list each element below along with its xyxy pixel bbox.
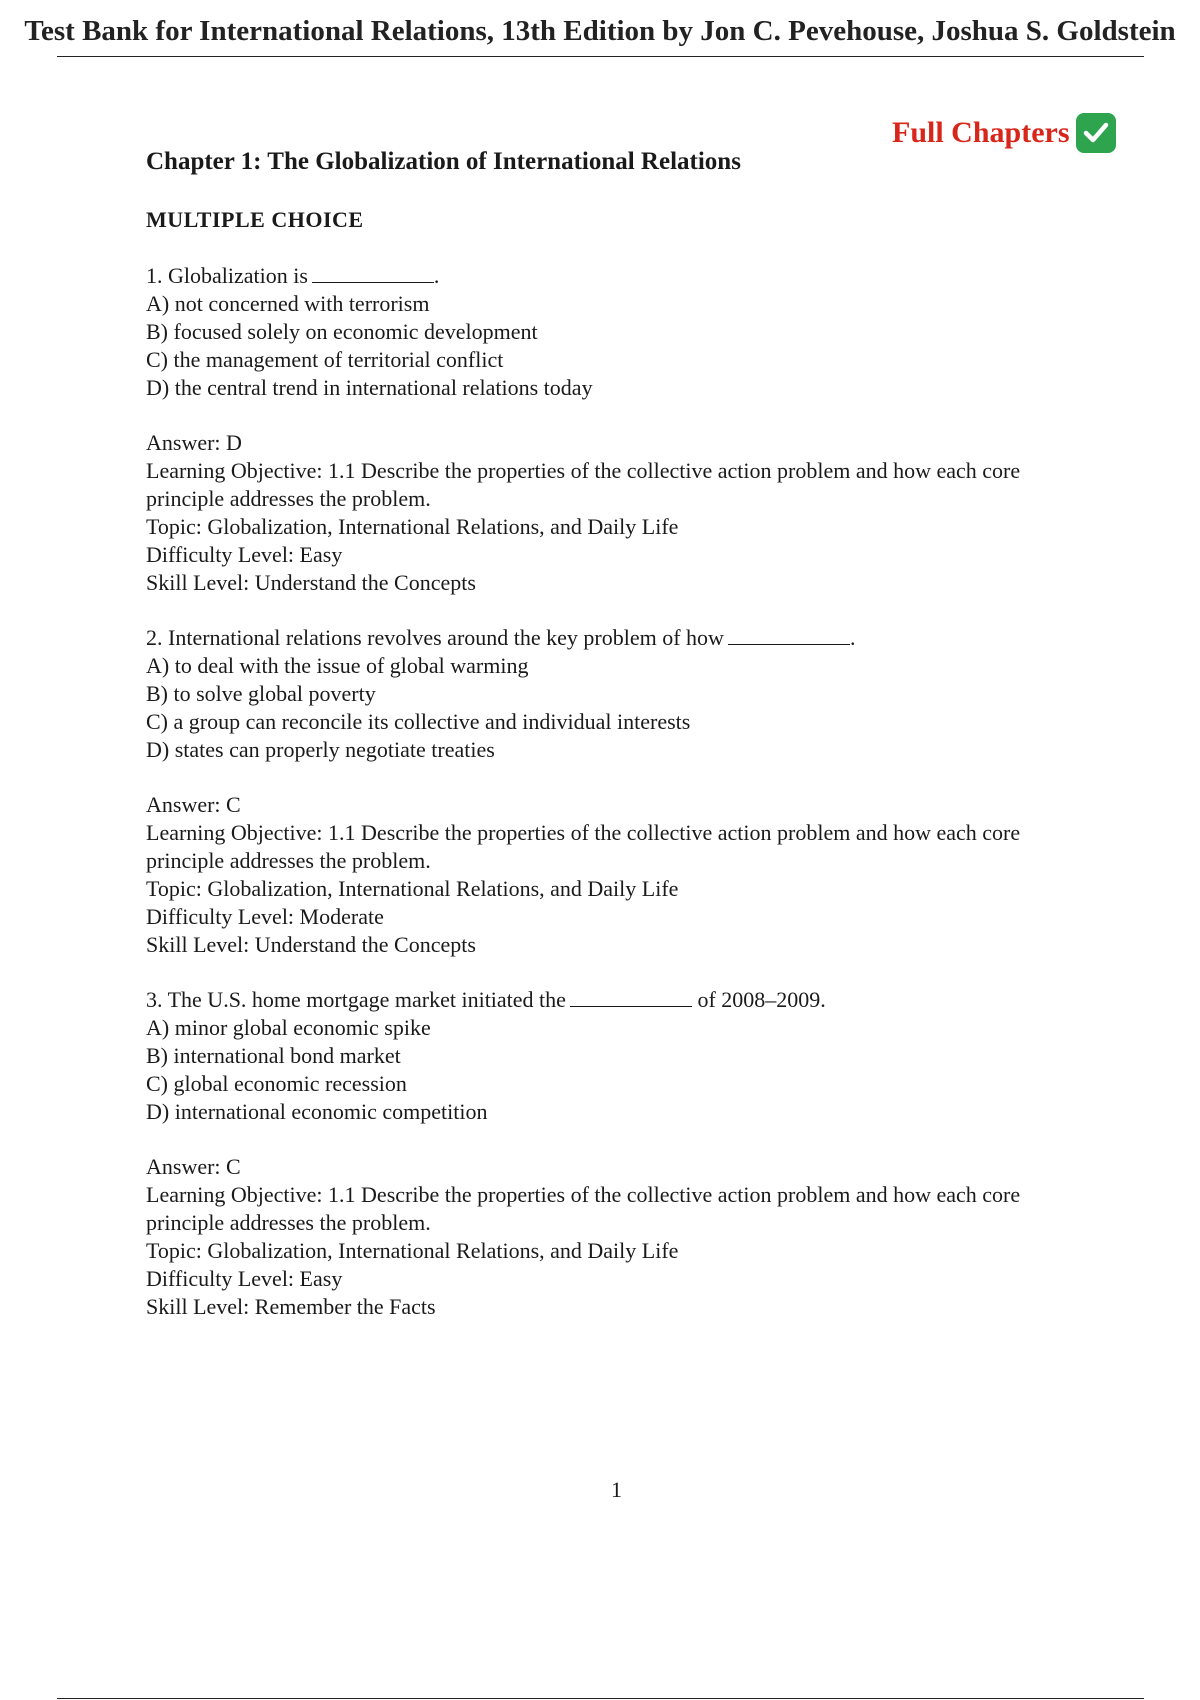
header-divider: [57, 56, 1144, 57]
answer-blank: [570, 986, 692, 1007]
option-c: C) a group can reconcile its collective and individual interests: [146, 709, 691, 734]
learning-objective: Learning Objective: 1.1 Describe the properties of the collective action problem and how each core principle addresses the problem.: [146, 820, 1021, 873]
option-d: D) the central trend in international relations today: [146, 375, 593, 400]
question-stem-end: .: [849, 625, 856, 650]
option-a: A) to deal with the issue of global warming: [146, 653, 529, 678]
answer-details: [146, 429, 1106, 597]
answer-blank: [728, 624, 850, 645]
option-a: A) not concerned with terrorism: [146, 291, 430, 316]
option-b: B) focused solely on economic development: [146, 319, 538, 344]
question-stem: [146, 624, 1106, 652]
question-item: [146, 262, 1106, 597]
topic-line: Topic: Globalization, International Relations, and Daily Life: [146, 876, 679, 901]
section-title: MULTIPLE CHOICE: [146, 207, 364, 232]
option-d: D) states can properly negotiate treaties: [146, 737, 495, 762]
question-stem-text: 2. International relations revolves around the key problem of how: [146, 625, 724, 650]
answer-details: [146, 791, 1106, 959]
option-a: A) minor global economic spike: [146, 1015, 431, 1040]
question-stem-end: .: [433, 263, 440, 288]
answer-line: Answer: C: [146, 1154, 241, 1179]
learning-objective: Learning Objective: 1.1 Describe the properties of the collective action problem and how each core principle addresses the problem.: [146, 458, 1021, 511]
answer-line: Answer: D: [146, 430, 242, 455]
footer-divider: [57, 1698, 1144, 1699]
learning-objective: Learning Objective: 1.1 Describe the properties of the collective action problem and how each core principle addresses the problem.: [146, 1182, 1021, 1235]
option-d: D) international economic competition: [146, 1099, 488, 1124]
question-item: [146, 624, 1106, 959]
question-stem: [146, 262, 1106, 290]
answer-line: Answer: C: [146, 792, 241, 817]
document-title: Test Bank for International Relations, 13th Edition by Jon C. Pevehouse, Joshua S. Goldstein: [24, 15, 1176, 47]
option-c: C) the management of territorial conflict: [146, 347, 504, 372]
skill-line: Skill Level: Remember the Facts: [146, 1294, 436, 1319]
answer-blank: [312, 262, 434, 283]
question-stem-end: of 2008–2009.: [691, 987, 826, 1012]
skill-line: Skill Level: Understand the Concepts: [146, 570, 476, 595]
option-b: B) international bond market: [146, 1043, 401, 1068]
question-stem: [146, 986, 1106, 1014]
option-c: C) global economic recession: [146, 1071, 407, 1096]
difficulty-line: Difficulty Level: Easy: [146, 1266, 343, 1291]
chapter-title: Chapter 1: The Globalization of International Relations: [146, 148, 741, 175]
question-stem-text: 1. Globalization is: [146, 263, 308, 288]
difficulty-line: Difficulty Level: Moderate: [146, 904, 384, 929]
check-mark-icon: [1076, 113, 1116, 153]
full-chapters-label: Full Chapters: [892, 116, 1070, 149]
question-item: [146, 986, 1106, 1321]
topic-line: Topic: Globalization, International Relations, and Daily Life: [146, 514, 679, 539]
page-number: 1: [611, 1477, 622, 1502]
difficulty-line: Difficulty Level: Easy: [146, 542, 343, 567]
answer-details: [146, 1153, 1106, 1321]
topic-line: Topic: Globalization, International Relations, and Daily Life: [146, 1238, 679, 1263]
option-b: B) to solve global poverty: [146, 681, 376, 706]
question-stem-text: 3. The U.S. home mortgage market initiated the: [146, 987, 566, 1012]
full-chapters-badge: [892, 113, 1116, 153]
skill-line: Skill Level: Understand the Concepts: [146, 932, 476, 957]
